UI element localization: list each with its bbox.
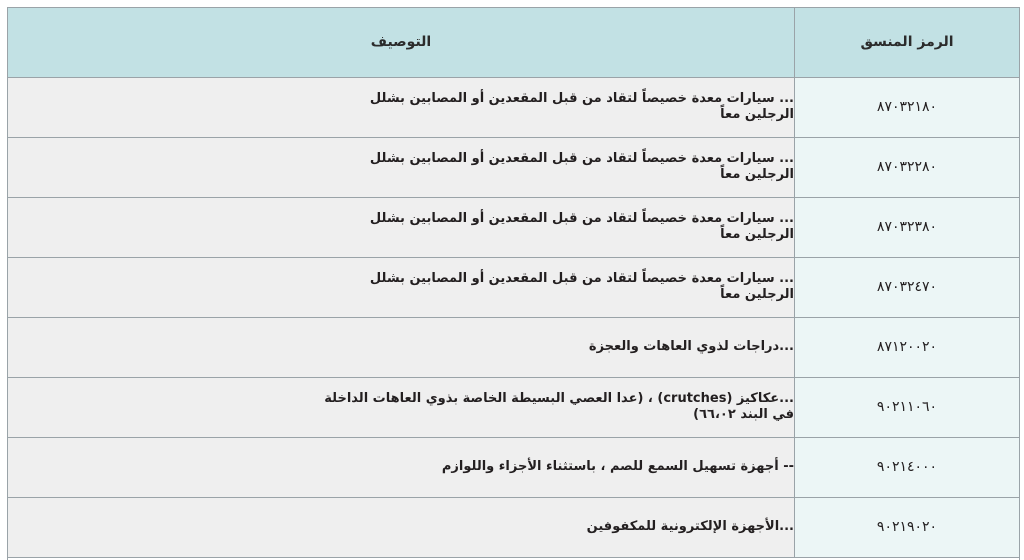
tariff-table (7, 7, 1020, 560)
description-text: ...عكاكيز (crutches) ، (عدا العصي البسيطة الخاصة بذوي العاهات الداخلة في البند ٦٦،٠٢) (324, 391, 794, 422)
description-text: ...الأجهزة الإلكترونية للمكفوفين (586, 519, 794, 534)
description-text: -- أجهزة تسهيل السمع للصم ، باستثناء الأجزاء واللوازم (441, 459, 794, 474)
description-column-header: التوصيف (8, 8, 795, 77)
description-text: ... سيارات معدة خصيصاً لتقاد من قبل المقعدين أو المصابين بشلل الرجلين معاً (369, 91, 794, 122)
description-text: ... سيارات معدة خصيصاً لتقاد من قبل المقعدين أو المصابين بشلل الرجلين معاً (369, 151, 794, 182)
description-cell (8, 437, 795, 497)
hs-code-cell: ٨٧٠٣٢١٨٠ (795, 77, 1020, 137)
description-cell (8, 77, 795, 137)
table-header-row (8, 8, 1019, 77)
description-cell (8, 137, 795, 197)
hs-code-cell: ٨٧٠٣٢٤٧٠ (795, 257, 1020, 317)
description-text: ...دراجات لذوي العاهات والعجزة (588, 339, 794, 354)
table-row (8, 377, 1019, 437)
code-column-header: الرمز المنسق (795, 8, 1020, 77)
hs-code-cell: ٨٧١٢٠٠٢٠ (795, 317, 1020, 377)
description-cell (8, 197, 795, 257)
table-row (8, 257, 1019, 317)
description-cell (8, 317, 795, 377)
hs-code-cell: ٨٧٠٣٢٢٨٠ (795, 137, 1020, 197)
table-row (8, 197, 1019, 257)
description-cell (8, 497, 795, 557)
table-row (8, 437, 1019, 497)
description-text: ... سيارات معدة خصيصاً لتقاد من قبل المقعدين أو المصابين بشلل الرجلين معاً (369, 211, 794, 242)
table-row (8, 317, 1019, 377)
description-cell (8, 257, 795, 317)
hs-code-cell: ٩٠٢١٩٠٢٠ (795, 497, 1020, 557)
hs-code-cell: ٩٠٢١٤٠٠٠ (795, 437, 1020, 497)
table-row (8, 137, 1019, 197)
hs-code-table (8, 8, 1019, 558)
hs-code-cell: ٨٧٠٣٢٣٨٠ (795, 197, 1020, 257)
table-row (8, 497, 1019, 557)
hs-code-cell: ٩٠٢١١٠٦٠ (795, 377, 1020, 437)
description-cell (8, 377, 795, 437)
table-row (8, 77, 1019, 137)
description-text: ... سيارات معدة خصيصاً لتقاد من قبل المقعدين أو المصابين بشلل الرجلين معاً (369, 271, 794, 302)
